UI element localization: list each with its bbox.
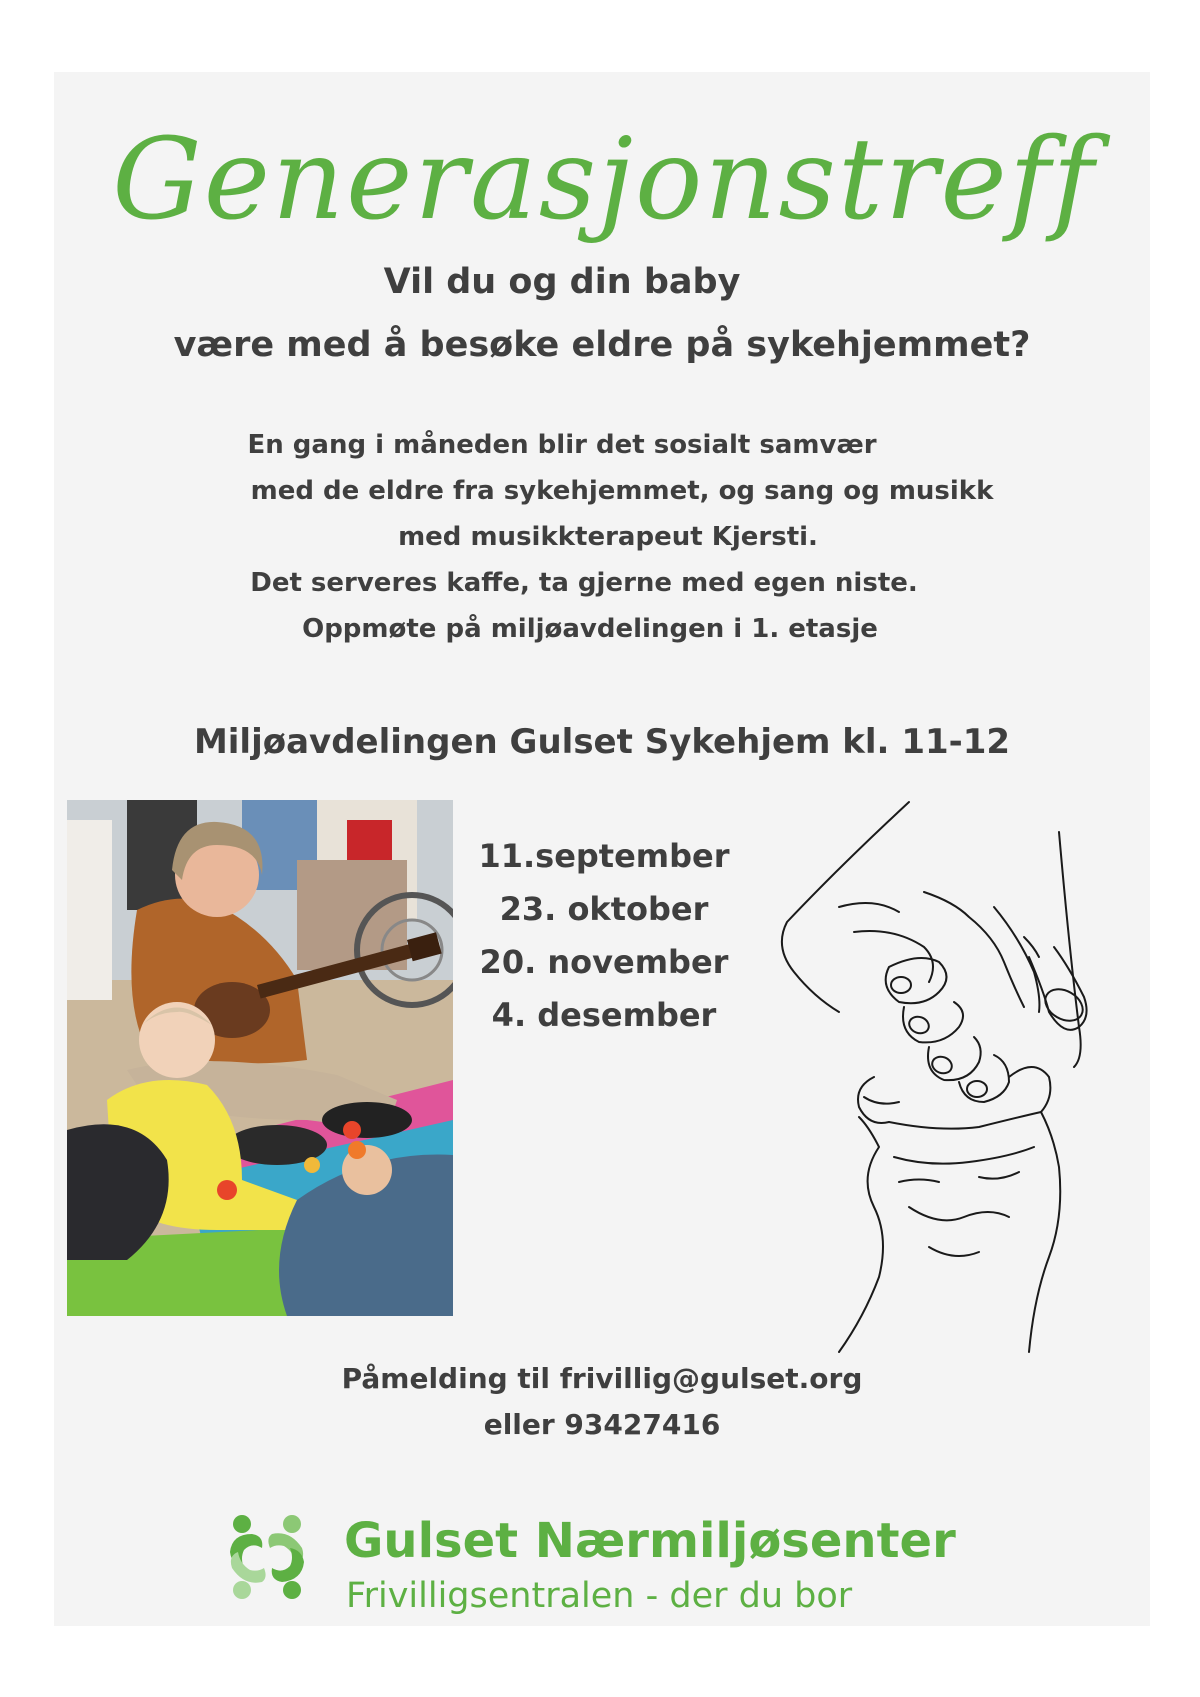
people-circle-logo-icon [222, 1512, 312, 1602]
date-item: 4. desember [491, 996, 717, 1034]
description-line-3: med musikkterapeut Kjersti. [398, 522, 818, 552]
date-list [454, 830, 754, 1042]
signup-line-1: Påmelding til frivillig@gulset.org [341, 1362, 863, 1395]
question-line-2: være med å besøke eldre på sykehjemmet? [173, 325, 1031, 365]
description-line-5: Oppmøte på miljøavdelingen i 1. etasje [302, 614, 878, 644]
org-name: Gulset Nærmiljøsenter [344, 1513, 956, 1569]
date-item: 23. oktober [499, 890, 709, 928]
poster-title: Generasjonstreff [112, 115, 1096, 245]
hands-illustration [779, 797, 1179, 1357]
description-line-1: En gang i måneden blir det sosialt samvær [247, 430, 877, 460]
description-line-4: Det serveres kaffe, ta gjerne med egen niste. [250, 568, 918, 598]
poster [54, 72, 1150, 1626]
event-photo [67, 800, 453, 1316]
description-line-2: med de eldre fra sykehjemmet, og sang og musikk [250, 476, 994, 506]
location-heading: Miljøavdelingen Gulset Sykehjem kl. 11-12 [193, 722, 1011, 762]
date-item: 11.september [478, 837, 730, 875]
date-item: 20. november [479, 943, 729, 981]
org-tagline: Frivilligsentralen - der du bor [346, 1576, 853, 1616]
signup-line-2: eller 93427416 [483, 1408, 721, 1441]
question-line-1: Vil du og din baby [383, 262, 741, 302]
